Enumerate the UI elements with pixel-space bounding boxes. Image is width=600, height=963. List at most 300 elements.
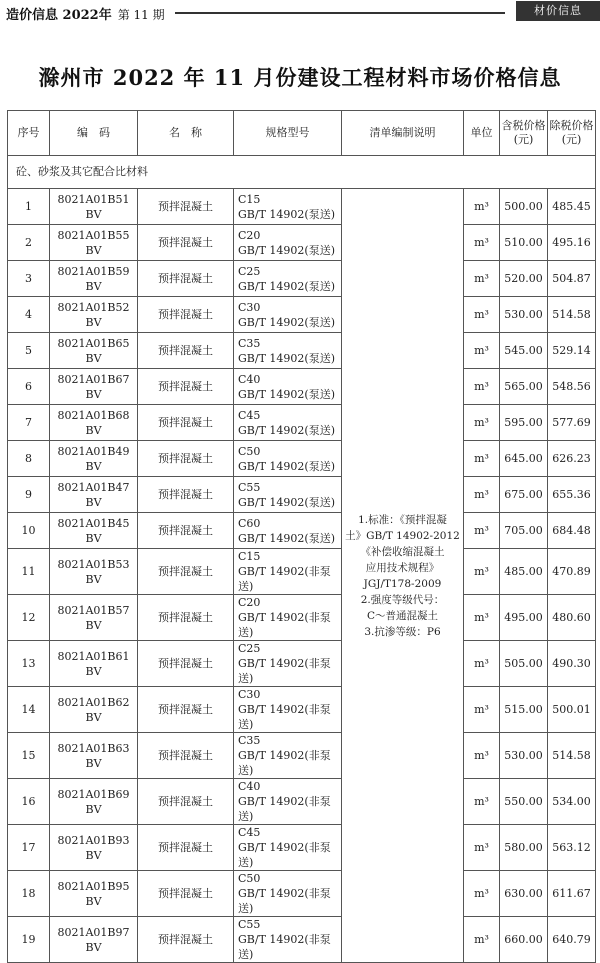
description-line: JGJ/T178-2009 — [363, 577, 442, 590]
cell-code-text: 8021A01B63 — [57, 741, 130, 755]
page-header — [0, 0, 600, 26]
cell-name — [138, 733, 234, 779]
cell-unit — [464, 261, 500, 297]
cell-price-tax — [500, 261, 548, 297]
cell-seq-text: 19 — [21, 932, 36, 946]
cell-name — [138, 225, 234, 261]
cell-code — [50, 333, 138, 369]
cell-unit — [464, 917, 500, 963]
cell-price-tax — [500, 441, 548, 477]
description-line: 《补偿收缩混凝土 — [360, 545, 445, 558]
cell-price-notax — [548, 687, 596, 733]
cell-seq — [8, 595, 50, 641]
cell-name — [138, 261, 234, 297]
cell-price-tax-text: 520.00 — [504, 271, 543, 285]
cell-seq — [8, 189, 50, 225]
cell-name-text: 预拌混凝土 — [158, 886, 213, 900]
cell-price-tax-text: 510.00 — [504, 235, 543, 249]
cell-price-tax-text: 550.00 — [504, 794, 543, 808]
cell-price-tax — [500, 189, 548, 225]
cell-price-notax — [548, 513, 596, 549]
cell-seq-text: 16 — [21, 794, 36, 808]
cell-unit — [464, 871, 500, 917]
cell-unit — [464, 641, 500, 687]
cell-price-tax-text: 515.00 — [504, 702, 543, 716]
cell-code-text: 8021A01B59 — [57, 264, 130, 278]
cell-price-tax-text: 500.00 — [504, 199, 543, 213]
cell-code-text: 8021A01B65 — [57, 336, 130, 350]
cell-name — [138, 405, 234, 441]
col-price-tax: 含税价格(元) — [500, 111, 548, 156]
cell-price-notax-text: 640.79 — [552, 932, 591, 946]
cell-price-tax-text: 565.00 — [504, 379, 543, 393]
table-row — [8, 297, 596, 333]
cell-spec-text: GB/T 14902(非泵送) — [238, 841, 331, 869]
cell-spec-text: GB/T 14902(非泵送) — [238, 657, 331, 685]
cell-code — [50, 733, 138, 779]
cell-seq-text: 4 — [25, 307, 32, 321]
table-row — [8, 261, 596, 297]
cell-spec — [234, 333, 342, 369]
table-row — [8, 687, 596, 733]
cell-spec-text: GB/T 14902(非泵送) — [238, 933, 331, 961]
table-row — [8, 477, 596, 513]
table-row — [8, 405, 596, 441]
cell-spec — [234, 917, 342, 963]
cell-unit — [464, 779, 500, 825]
cell-unit — [464, 477, 500, 513]
cell-unit-text: m³ — [474, 271, 489, 285]
cell-seq — [8, 779, 50, 825]
cell-price-tax — [500, 405, 548, 441]
description-line: C～普通混凝土 — [366, 609, 439, 622]
cell-spec-text: C45 — [238, 826, 261, 839]
cell-price-notax — [548, 441, 596, 477]
cell-code — [50, 369, 138, 405]
cell-code-text: 8021A01B55 — [57, 228, 130, 242]
cell-price-tax — [500, 779, 548, 825]
cell-name-text: 预拌混凝土 — [158, 235, 213, 249]
cell-price-tax-text: 630.00 — [504, 886, 543, 900]
cell-spec-text: GB/T 14902(非泵送) — [238, 703, 331, 731]
cell-unit-text: m³ — [474, 199, 489, 213]
cell-spec-text: C35 — [238, 336, 261, 350]
cell-price-notax — [548, 189, 596, 225]
cell-name-text: 预拌混凝土 — [158, 307, 213, 321]
cell-unit — [464, 189, 500, 225]
cell-name — [138, 441, 234, 477]
cell-price-tax-text: 545.00 — [504, 343, 543, 357]
cell-code-text: BV — [85, 894, 102, 908]
cell-code-text: BV — [85, 243, 102, 257]
cell-spec-text: GB/T 14902(泵送) — [238, 243, 335, 257]
cell-description — [342, 189, 464, 963]
cell-spec-text: GB/T 14902(非泵送) — [238, 795, 331, 823]
cell-spec-text: C30 — [238, 300, 261, 314]
cell-price-notax-text: 655.36 — [552, 487, 591, 501]
cell-code-text: BV — [85, 848, 102, 862]
cell-code-text: 8021A01B97 — [57, 925, 130, 939]
publication-title — [6, 4, 165, 23]
cell-seq — [8, 917, 50, 963]
cell-name-text: 预拌混凝土 — [158, 487, 213, 501]
cell-code-text: 8021A01B45 — [57, 516, 130, 530]
cell-price-notax — [548, 641, 596, 687]
cell-spec-text: C40 — [238, 372, 261, 386]
cell-price-tax-text: 660.00 — [504, 932, 543, 946]
cell-price-notax-text: 470.89 — [552, 564, 591, 578]
cell-spec-text: C55 — [238, 918, 261, 931]
cell-unit-text: m³ — [474, 415, 489, 429]
cell-code-text: BV — [85, 531, 102, 545]
cell-seq-text: 11 — [21, 564, 36, 578]
cell-price-notax-text: 534.00 — [552, 794, 591, 808]
cell-name-text: 预拌混凝土 — [158, 610, 213, 624]
cell-price-notax — [548, 549, 596, 595]
cell-code-text: BV — [85, 207, 102, 221]
cell-seq-text: 7 — [25, 415, 32, 429]
cell-price-notax-text: 563.12 — [552, 840, 591, 854]
cell-unit — [464, 441, 500, 477]
cell-price-notax-text: 495.16 — [552, 235, 591, 249]
cell-code — [50, 189, 138, 225]
cell-name — [138, 641, 234, 687]
cell-price-notax — [548, 917, 596, 963]
col-desc: 清单编制说明 — [342, 111, 464, 156]
cell-price-notax-text: 485.45 — [552, 199, 591, 213]
cell-price-tax-text: 495.00 — [504, 610, 543, 624]
table-row — [8, 369, 596, 405]
cell-spec — [234, 297, 342, 333]
cell-seq — [8, 513, 50, 549]
cell-spec — [234, 687, 342, 733]
cell-name-text: 预拌混凝土 — [158, 343, 213, 357]
cell-code-text: 8021A01B49 — [57, 444, 130, 458]
cell-spec — [234, 549, 342, 595]
cell-price-notax — [548, 405, 596, 441]
cell-price-notax — [548, 871, 596, 917]
cell-price-notax-text: 514.58 — [552, 307, 591, 321]
cell-name-text: 预拌混凝土 — [158, 564, 213, 578]
cell-price-notax-text: 529.14 — [552, 343, 591, 357]
cell-spec-text: GB/T 14902(泵送) — [238, 459, 335, 473]
table-row — [8, 441, 596, 477]
cell-unit-text: m³ — [474, 702, 489, 716]
cell-price-tax-text: 485.00 — [504, 564, 543, 578]
cell-code-text: BV — [85, 315, 102, 329]
table-row — [8, 917, 596, 963]
cell-code-text: BV — [85, 279, 102, 293]
cell-price-notax-text: 480.60 — [552, 610, 591, 624]
table-row — [8, 641, 596, 687]
cell-price-tax — [500, 369, 548, 405]
cell-name-text: 预拌混凝土 — [158, 271, 213, 285]
cell-price-notax — [548, 779, 596, 825]
price-table — [7, 110, 596, 963]
cell-spec — [234, 369, 342, 405]
cell-unit-text: m³ — [474, 656, 489, 670]
table-row — [8, 595, 596, 641]
cell-unit-text: m³ — [474, 610, 489, 624]
cell-price-tax — [500, 549, 548, 595]
cell-seq-text: 14 — [21, 702, 36, 716]
cell-code-text: BV — [85, 423, 102, 437]
cell-seq — [8, 261, 50, 297]
cell-price-notax-text: 684.48 — [552, 523, 591, 537]
cell-name — [138, 779, 234, 825]
cell-code — [50, 825, 138, 871]
cell-price-tax — [500, 917, 548, 963]
cell-spec — [234, 641, 342, 687]
cell-price-tax-text: 580.00 — [504, 840, 543, 854]
page-title: 滁州市 2022 年 11 月份建设工程材料市场价格信息 — [38, 65, 562, 90]
cell-code-text: BV — [85, 756, 102, 770]
cell-spec — [234, 595, 342, 641]
cell-seq — [8, 369, 50, 405]
cell-spec-text: C50 — [238, 872, 261, 885]
cell-name-text: 预拌混凝土 — [158, 379, 213, 393]
cell-unit — [464, 225, 500, 261]
cell-seq-text: 12 — [21, 610, 36, 624]
cell-spec — [234, 779, 342, 825]
description-line: 应用技术规程》 — [365, 561, 440, 574]
cell-seq — [8, 733, 50, 779]
table-row — [8, 871, 596, 917]
table-row — [8, 189, 596, 225]
col-spec: 规格型号 — [234, 111, 342, 156]
cell-price-tax — [500, 297, 548, 333]
cell-unit — [464, 297, 500, 333]
cell-seq — [8, 871, 50, 917]
table-row — [8, 733, 596, 779]
cell-price-notax-text: 548.56 — [552, 379, 591, 393]
cell-unit-text: m³ — [474, 487, 489, 501]
cell-spec-text: C55 — [238, 480, 261, 494]
cell-price-notax — [548, 369, 596, 405]
description-line: 1.标准：《预拌混凝 — [358, 513, 447, 526]
cell-seq-text: 17 — [21, 840, 36, 854]
cell-code — [50, 917, 138, 963]
cell-code-text: BV — [85, 572, 102, 586]
cell-spec-text: C40 — [238, 780, 261, 793]
cell-seq-text: 8 — [25, 451, 32, 465]
table-row — [8, 825, 596, 871]
cell-code-text: 8021A01B57 — [57, 603, 130, 617]
cell-spec — [234, 871, 342, 917]
issue-number: 第 11 期 — [117, 8, 165, 22]
cell-price-notax — [548, 477, 596, 513]
cell-spec — [234, 477, 342, 513]
cell-unit-text: m³ — [474, 886, 489, 900]
cell-code — [50, 779, 138, 825]
cell-code-text: BV — [85, 459, 102, 473]
cell-unit-text: m³ — [474, 307, 489, 321]
cell-name-text: 预拌混凝土 — [158, 840, 213, 854]
cell-price-tax — [500, 733, 548, 779]
cell-seq-text: 3 — [25, 271, 32, 285]
cell-code-text: 8021A01B51 — [57, 192, 130, 206]
cell-unit-text: m³ — [474, 451, 489, 465]
cell-spec-text: GB/T 14902(非泵送) — [238, 611, 331, 639]
cell-seq — [8, 477, 50, 513]
description-line: 土》GB/T 14902-2012 — [345, 529, 460, 542]
cell-price-notax — [548, 595, 596, 641]
cell-code-text: 8021A01B47 — [57, 480, 130, 494]
cell-name — [138, 825, 234, 871]
description-line: 3.抗渗等级：P6 — [364, 625, 441, 638]
cell-code — [50, 405, 138, 441]
cell-name — [138, 513, 234, 549]
cell-price-tax — [500, 641, 548, 687]
cell-code — [50, 225, 138, 261]
cell-code — [50, 549, 138, 595]
cell-unit — [464, 549, 500, 595]
cell-name-text: 预拌混凝土 — [158, 415, 213, 429]
cell-price-tax — [500, 595, 548, 641]
cell-spec-text: C35 — [238, 734, 261, 747]
cell-unit-text: m³ — [474, 343, 489, 357]
category-label: 砼、砂浆及其它配合比材料 — [8, 156, 596, 189]
cell-code — [50, 477, 138, 513]
cell-spec — [234, 733, 342, 779]
cell-unit-text: m³ — [474, 523, 489, 537]
cell-code-text: 8021A01B62 — [57, 695, 130, 709]
cell-seq — [8, 687, 50, 733]
cell-seq-text: 13 — [21, 656, 36, 670]
table-row — [8, 333, 596, 369]
cell-seq-text: 10 — [21, 523, 36, 537]
cell-unit — [464, 405, 500, 441]
cell-price-notax-text: 500.01 — [552, 702, 591, 716]
cell-spec-text: C30 — [238, 688, 261, 701]
cell-spec-text: GB/T 14902(泵送) — [238, 423, 335, 437]
cell-code — [50, 871, 138, 917]
cell-name-text: 预拌混凝土 — [158, 748, 213, 762]
cell-code — [50, 513, 138, 549]
cell-code-text: 8021A01B68 — [57, 408, 130, 422]
cell-name-text: 预拌混凝土 — [158, 702, 213, 716]
cell-spec — [234, 513, 342, 549]
cell-code — [50, 595, 138, 641]
cell-unit — [464, 733, 500, 779]
header-rule — [175, 12, 505, 14]
cell-name-text: 预拌混凝土 — [158, 794, 213, 808]
cell-price-tax-text: 705.00 — [504, 523, 543, 537]
cell-code-text: BV — [85, 618, 102, 632]
cell-seq-text: 6 — [25, 379, 32, 393]
cell-name — [138, 189, 234, 225]
cell-spec-text: C60 — [238, 516, 261, 530]
cell-seq-text: 9 — [25, 487, 32, 501]
cell-code-text: 8021A01B69 — [57, 787, 130, 801]
cell-price-tax-text: 530.00 — [504, 748, 543, 762]
cell-code-text: 8021A01B93 — [57, 833, 130, 847]
table-row — [8, 549, 596, 595]
cell-name — [138, 687, 234, 733]
cell-price-tax-text: 675.00 — [504, 487, 543, 501]
cell-name-text: 预拌混凝土 — [158, 932, 213, 946]
cell-spec-text: C15 — [238, 192, 261, 206]
cell-name — [138, 549, 234, 595]
cell-price-notax — [548, 825, 596, 871]
cell-spec-text: C25 — [238, 264, 261, 278]
cell-spec-text: C15 — [238, 550, 261, 563]
cell-seq — [8, 225, 50, 261]
cell-code-text: 8021A01B61 — [57, 649, 130, 663]
cell-code — [50, 441, 138, 477]
cell-price-tax — [500, 225, 548, 261]
cell-code-text: 8021A01B52 — [57, 300, 130, 314]
cell-name — [138, 369, 234, 405]
cell-unit-text: m³ — [474, 564, 489, 578]
cell-unit-text: m³ — [474, 748, 489, 762]
cell-spec-text: GB/T 14902(泵送) — [238, 495, 335, 509]
cell-code-text: BV — [85, 940, 102, 954]
cell-seq-text: 5 — [25, 343, 32, 357]
cell-code-text: 8021A01B95 — [57, 879, 130, 893]
cell-unit-text: m³ — [474, 379, 489, 393]
cell-price-notax — [548, 297, 596, 333]
col-unit: 单位 — [464, 111, 500, 156]
cell-name-text: 预拌混凝土 — [158, 199, 213, 213]
cell-price-notax — [548, 225, 596, 261]
cell-code-text: BV — [85, 664, 102, 678]
cell-name — [138, 477, 234, 513]
cell-spec-text: C25 — [238, 642, 261, 655]
cell-spec-text: GB/T 14902(泵送) — [238, 351, 335, 365]
cell-code — [50, 641, 138, 687]
cell-unit-text: m³ — [474, 840, 489, 854]
cell-price-tax-text: 645.00 — [504, 451, 543, 465]
cell-code-text: BV — [85, 802, 102, 816]
cell-seq — [8, 825, 50, 871]
cell-seq — [8, 549, 50, 595]
cell-price-tax-text: 595.00 — [504, 415, 543, 429]
cell-seq-text: 18 — [21, 886, 36, 900]
cell-name — [138, 333, 234, 369]
cell-unit-text: m³ — [474, 794, 489, 808]
section-badge: 材价信息 — [516, 1, 600, 21]
cell-unit — [464, 687, 500, 733]
cell-price-notax-text: 611.67 — [552, 886, 591, 900]
cell-code — [50, 687, 138, 733]
cell-price-tax — [500, 477, 548, 513]
cell-name — [138, 871, 234, 917]
cell-price-notax-text: 504.87 — [552, 271, 591, 285]
cell-code-text: BV — [85, 351, 102, 365]
cell-seq — [8, 297, 50, 333]
cell-unit — [464, 513, 500, 549]
cell-code-text: 8021A01B67 — [57, 372, 130, 386]
cell-seq-text: 15 — [21, 748, 36, 762]
table-row — [8, 513, 596, 549]
cell-seq-text: 2 — [25, 235, 32, 249]
cell-price-tax-text: 505.00 — [504, 656, 543, 670]
cell-price-tax — [500, 687, 548, 733]
col-code: 编 码 — [50, 111, 138, 156]
cell-price-notax — [548, 261, 596, 297]
cell-name-text: 预拌混凝土 — [158, 656, 213, 670]
col-name: 名 称 — [138, 111, 234, 156]
cell-price-tax — [500, 513, 548, 549]
col-seq: 序号 — [8, 111, 50, 156]
table-row — [8, 779, 596, 825]
table-header-row — [8, 111, 596, 156]
cell-spec-text: GB/T 14902(非泵送) — [238, 565, 331, 593]
cell-price-notax-text: 626.23 — [552, 451, 591, 465]
cell-name-text: 预拌混凝土 — [158, 451, 213, 465]
cell-spec — [234, 405, 342, 441]
